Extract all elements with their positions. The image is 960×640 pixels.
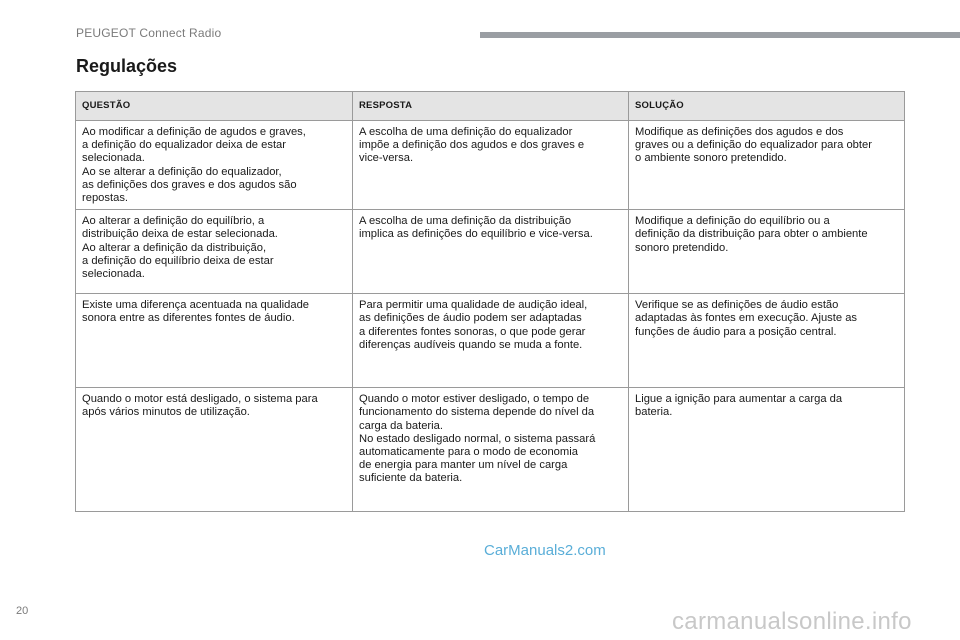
column-header-solution: SOLUÇÃO [629,92,905,121]
column-header-question: QUESTÃO [76,92,353,121]
answer-cell: A escolha de uma definição do equalizador impõe a definição dos agudos e dos graves e vice-versa. [353,121,629,210]
question-cell: Ao modificar a definição de agudos e graves, a definição do equalizador deixa de estar selecionada. Ao se alterar a definição do equalizador, as definições dos graves e dos agudos são repostas. [76,121,353,210]
manual-title: PEUGEOT Connect Radio [76,26,222,40]
question-cell: Ao alterar a definição do equilíbrio, a distribuição deixa de estar selecionada. Ao alterar a definição da distribuição, a definição do equilíbrio deixa de estar selecionada. [76,210,353,294]
page-number: 20 [16,605,29,617]
question-cell: Existe uma diferença acentuada na qualidade sonora entre as diferentes fontes de áudio. [76,294,353,388]
table-row [76,121,905,210]
header-divider-bar [480,32,960,38]
table-row [76,294,905,388]
page-title: Regulações [76,56,178,76]
solution-cell: Verifique se as definições de áudio estão adaptadas às fontes em execução. Ajuste as funções de áudio para a posição central. [629,294,905,388]
solution-cell: Modifique a definição do equilíbrio ou a definição da distribuição para obter o ambiente sonoro pretendido. [629,210,905,294]
solution-cell: Ligue a ignição para aumentar a carga da bateria. [629,388,905,512]
question-cell: Quando o motor está desligado, o sistema para após vários minutos de utilização. [76,388,353,512]
table-row [76,388,905,512]
carmanuals2-watermark-link[interactable]: CarManuals2.com [484,542,606,559]
column-header-answer: RESPOSTA [353,92,629,121]
solution-cell: Modifique as definições dos agudos e dos graves ou a definição do equalizador para obter o ambiente sonoro pretendido. [629,121,905,210]
troubleshooting-table [75,91,905,512]
table-header-row [76,92,905,121]
answer-cell: Para permitir uma qualidade de audição ideal, as definições de áudio podem ser adaptadas a diferentes fontes sonoras, o que pode gerar diferenças audíveis quando se muda a fonte. [353,294,629,388]
footer-watermark: carmanualsonline.info [672,608,912,635]
answer-cell: A escolha de uma definição da distribuição implica as definições do equilíbrio e vice-versa. [353,210,629,294]
answer-cell: Quando o motor estiver desligado, o tempo de funcionamento do sistema depende do nível da carga da bateria. No estado desligado normal, o sistema passará automaticamente para o modo de economia de energia para manter um nível de carga suficiente da bateria. [353,388,629,512]
table-row [76,210,905,294]
